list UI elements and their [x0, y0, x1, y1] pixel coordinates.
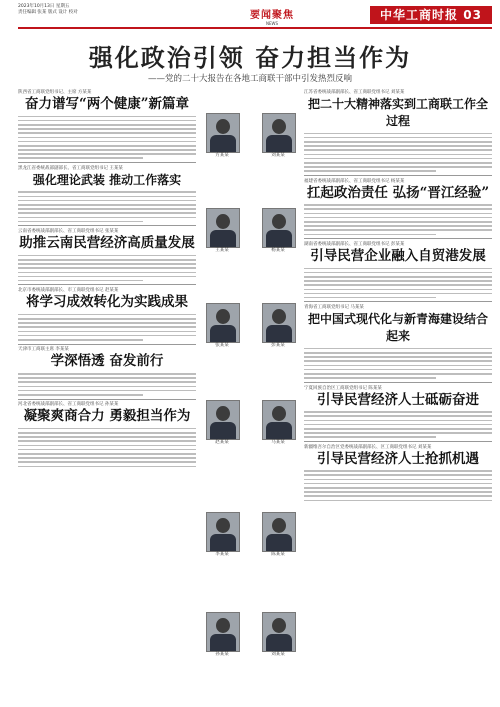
article [18, 347, 196, 395]
paper-name: 中华工商时报 [380, 8, 459, 22]
portrait-photo [206, 303, 240, 343]
article [18, 90, 196, 159]
article-lead: 湖南省委统战部副部长、省工商联党组书记 彭某某 [304, 241, 405, 247]
article [304, 445, 492, 502]
article-title: 引导民营经济人士砥砺奋进 [317, 391, 479, 408]
article-lead: 北京市委统战部副部长、市工商联党组书记 赵某某 [18, 288, 119, 294]
photo-caption: 刘某某 [271, 652, 285, 657]
article-title: 学深悟透 奋发前行 [50, 353, 164, 370]
article [18, 402, 196, 467]
page-headline: 强化政治引领 奋力担当作为 [88, 43, 412, 72]
article-title: 引导民营经济人士抢抓机遇 [317, 450, 479, 467]
portrait-photo [206, 113, 240, 153]
article-title: 把二十大精神落实到工商联工作全过程 [307, 97, 488, 128]
photo-caption: 方某某 [215, 153, 229, 158]
editor-line: 责任编辑 张某 版式 设计 校对 [18, 10, 78, 15]
section-subtitle: NEWS [265, 21, 278, 26]
article [304, 90, 492, 172]
portrait-photo [262, 303, 296, 343]
article-title: 助推云南民营经济高质量发展 [19, 235, 195, 252]
article-lead: 宁夏回族自治区工商联党组书记 陈某某 [304, 385, 382, 391]
article [304, 386, 492, 438]
masthead [0, 0, 500, 30]
photo-caption: 赵某某 [215, 440, 229, 445]
article-title: 扛起政治责任 弘扬“晋江经验” [306, 184, 490, 201]
portrait-photo [262, 400, 296, 440]
page-subheadline: ——党的二十大报告在各地工商联干部中引发热烈反响 [147, 74, 352, 84]
photo-caption: 李某某 [215, 552, 229, 557]
article-lead: 天津市工商联主席 李某某 [18, 347, 69, 353]
date-line: 2023年10月13日 星期五 [18, 4, 70, 9]
article [304, 179, 492, 236]
portrait-photo [262, 512, 296, 552]
article-lead: 陕西省工商联党组书记、主席 方某某 [18, 90, 92, 95]
article-lead: 云南省委统战部副部长、省工商联党组书记 张某某 [18, 229, 119, 235]
article-title: 把中国式现代化与新青海建设结合起来 [307, 312, 488, 344]
article-lead: 江苏省委统战部副部长、省工商联党组书记 刘某某 [304, 90, 405, 95]
section-tag [238, 6, 306, 26]
left-column [18, 90, 196, 470]
article [18, 166, 196, 223]
photo-caption: 彭某某 [271, 343, 285, 348]
photo-caption: 刘某某 [271, 153, 285, 158]
article-title: 凝聚爽商合力 勇毅担当作为 [23, 408, 191, 425]
portrait-photo [206, 400, 240, 440]
article-lead: 黑龙江省委统战部副部长、省工商联党组书记 王某某 [18, 165, 123, 171]
portrait-photo [206, 208, 240, 248]
article-lead: 福建省委统战部副部长、省工商联党组书记 杨某某 [304, 178, 405, 184]
photo-caption: 王某某 [215, 248, 229, 253]
article-title: 强化理论武装 推动工作落实 [32, 172, 182, 187]
article-lead: 河北省委统战部副部长、省工商联党组书记 孙某某 [18, 402, 119, 408]
article-title: 将学习成效转化为实践成果 [26, 294, 188, 311]
photo-caption: 陈某某 [271, 552, 285, 557]
article-title: 奋力谱写“两个健康”新篇章 [24, 96, 190, 112]
article-lead: 新疆维吾尔自治区党委统战部副部长、区工商联党组书记 刘某某 [304, 444, 432, 450]
paper-logo [370, 6, 492, 24]
photo-caption: 杨某某 [271, 248, 285, 253]
masthead-meta [18, 4, 228, 16]
portrait-photo [262, 113, 296, 153]
article [18, 229, 196, 281]
portrait-photo [206, 612, 240, 652]
article-lead: 青海省工商联党组书记 马某某 [304, 305, 364, 311]
article [304, 242, 492, 299]
right-column [304, 90, 492, 504]
article [18, 288, 196, 340]
photo-caption: 马某某 [271, 440, 285, 445]
portrait-photo [206, 512, 240, 552]
photo-caption: 张某某 [215, 343, 229, 348]
article [304, 305, 492, 379]
section-title: 要闻聚焦 [250, 10, 294, 21]
header-rule [18, 27, 492, 29]
portrait-photo [262, 612, 296, 652]
photo-caption: 孙某某 [215, 652, 229, 657]
page-number: 03 [463, 8, 482, 22]
portrait-photo [262, 208, 296, 248]
article-title: 引导民营企业融入自贸港发展 [310, 247, 486, 264]
